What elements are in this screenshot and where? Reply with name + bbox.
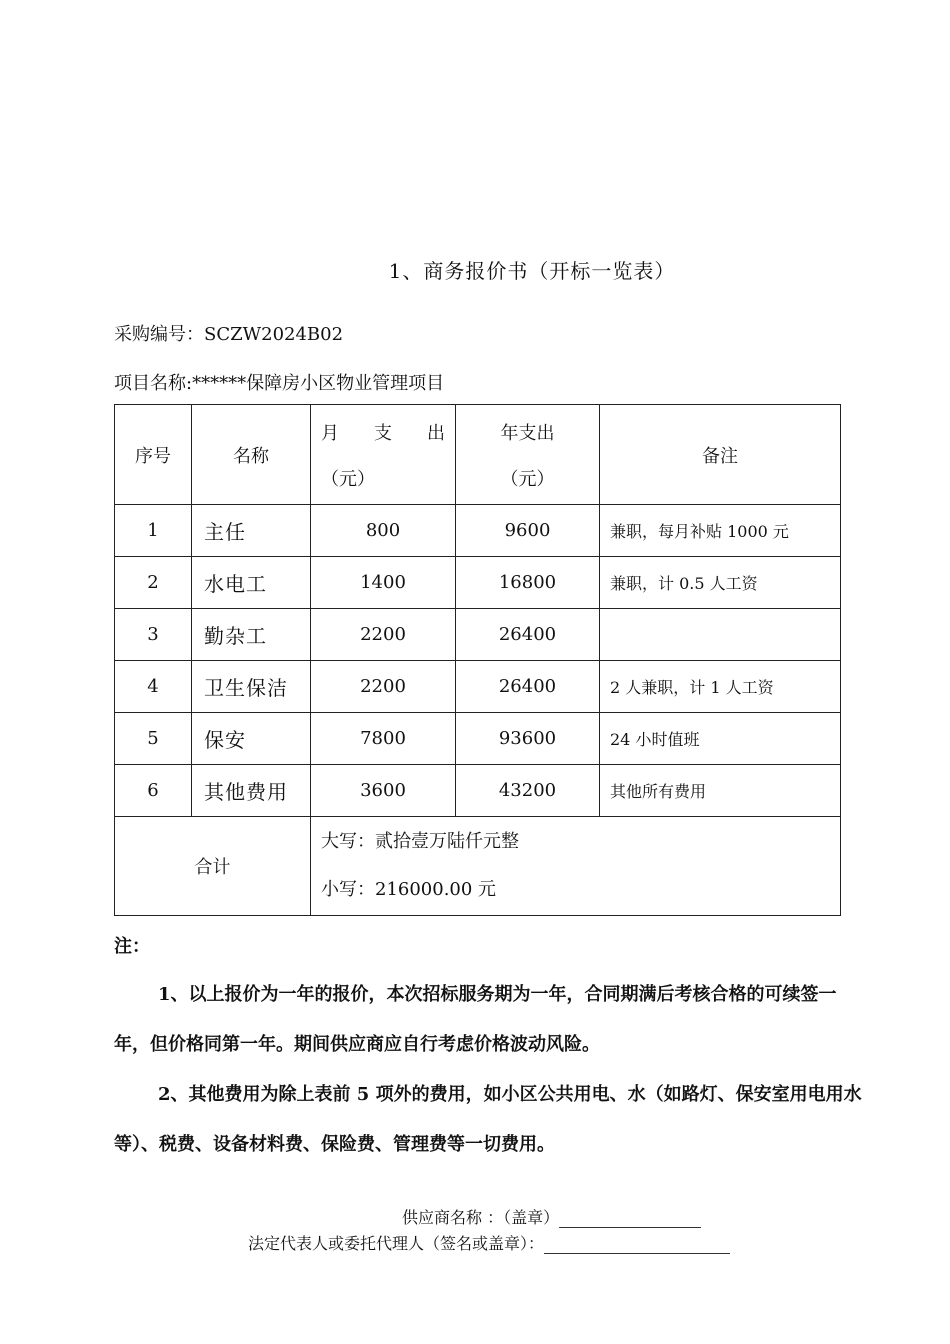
table-row — [115, 557, 841, 609]
row-monthly: 1400 — [311, 557, 456, 609]
header-monthly-unit: （元） — [321, 468, 375, 490]
row-note: 其他所有费用 — [600, 765, 841, 817]
total-row — [115, 817, 841, 916]
row-yearly: 93600 — [456, 713, 600, 765]
row-name: 水电工 — [192, 557, 311, 609]
row-note: 兼职，每月补贴 1000 元 — [600, 505, 841, 557]
row-note: 2 人兼职，计 1 人工资 — [600, 661, 841, 713]
supplier-signature-label: 供应商名称 ：（盖章） — [402, 1208, 560, 1227]
procurement-code-label: 采购编号： — [114, 324, 204, 345]
row-monthly: 800 — [311, 505, 456, 557]
row-note — [600, 609, 841, 661]
row-note: 兼职，计 0.5 人工资 — [600, 557, 841, 609]
row-yearly: 43200 — [456, 765, 600, 817]
supplier-signature-line — [402, 1205, 701, 1228]
total-lowercase: 小写：216000.00 元 — [321, 879, 497, 900]
row-name: 保安 — [192, 713, 311, 765]
header-yearly-label: 年支出 — [500, 422, 555, 444]
header-seq: 序号 — [115, 405, 192, 505]
row-monthly: 7800 — [311, 713, 456, 765]
row-yearly: 26400 — [456, 661, 600, 713]
note-paragraph-1: 1、以上报价为一年的报价，本次招标服务期为一年，合同期满后考核合格的可续签一年，但价格同第一年。期间供应商应自行考虑价格波动风险。 — [114, 984, 837, 1055]
total-uppercase: 大写：贰拾壹万陆仟元整 — [321, 831, 519, 852]
row-monthly: 2200 — [311, 661, 456, 713]
procurement-code-value: SCZW2024B02 — [204, 324, 344, 345]
row-yearly: 9600 — [456, 505, 600, 557]
row-yearly: 26400 — [456, 609, 600, 661]
table-row — [115, 609, 841, 661]
row-seq: 4 — [115, 661, 192, 713]
table-row — [115, 765, 841, 817]
procurement-code — [114, 320, 343, 346]
header-note: 备注 — [600, 405, 841, 505]
project-name-label: 项目名称: — [114, 373, 193, 394]
row-seq: 6 — [115, 765, 192, 817]
row-monthly: 3600 — [311, 765, 456, 817]
representative-signature-line — [248, 1231, 730, 1254]
representative-signature-label: 法定代表人或委托代理人（签名或盖章）： — [248, 1234, 545, 1253]
header-monthly-char2: 支 — [374, 422, 392, 444]
note-paragraph-2: 2、其他费用为除上表前 5 项外的费用，如小区公共用电、水（如路灯、保安室用电用水等）、税费、设备材料费、保险费、管理费等一切费用。 — [114, 1084, 862, 1155]
row-name: 主任 — [192, 505, 311, 557]
row-seq: 3 — [115, 609, 192, 661]
project-name-value: ******保障房小区物业管理项目 — [192, 373, 445, 394]
table-row — [115, 713, 841, 765]
header-monthly — [311, 405, 456, 505]
header-name: 名称 — [192, 405, 311, 505]
row-name: 勤杂工 — [192, 609, 311, 661]
representative-signature-blank — [544, 1239, 730, 1254]
total-label: 合计 — [115, 817, 311, 916]
row-seq: 2 — [115, 557, 192, 609]
notes-label: 注： — [114, 936, 150, 957]
row-name: 其他费用 — [192, 765, 311, 817]
row-name: 卫生保洁 — [192, 661, 311, 713]
table-header-row — [115, 405, 841, 505]
supplier-signature-blank — [559, 1213, 701, 1228]
row-note: 24 小时值班 — [600, 713, 841, 765]
row-yearly: 16800 — [456, 557, 600, 609]
header-yearly — [456, 405, 600, 505]
row-seq: 1 — [115, 505, 192, 557]
row-monthly: 2200 — [311, 609, 456, 661]
header-yearly-unit: （元） — [500, 468, 555, 490]
quote-table — [114, 404, 841, 916]
table-row — [115, 661, 841, 713]
project-name — [114, 369, 444, 395]
total-values — [311, 817, 841, 916]
page-title: 1、商务报价书（开标一览表） — [388, 259, 676, 283]
table-row — [115, 505, 841, 557]
header-monthly-char1: 月 — [321, 422, 339, 444]
header-monthly-char3: 出 — [427, 422, 445, 444]
row-seq: 5 — [115, 713, 192, 765]
